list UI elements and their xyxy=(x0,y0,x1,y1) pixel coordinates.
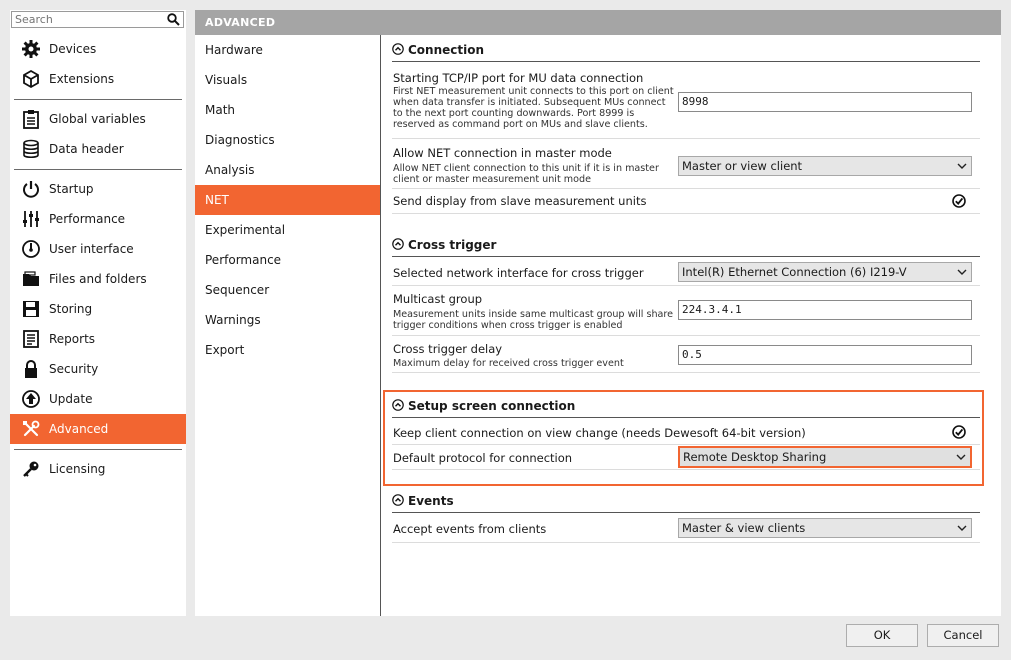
setting-label: Keep client connection on view change (needs Dewesoft 64-bit version) xyxy=(393,426,806,440)
subnav-item-experimental[interactable]: Experimental xyxy=(205,223,286,237)
setting-row-tcp-port xyxy=(392,65,980,139)
setting-description: reserved as command port on MUs and slave clients. xyxy=(393,119,648,130)
setting-description: First NET measurement unit connects to this port on client xyxy=(393,86,674,97)
setting-description: Measurement units inside same multicast group will share xyxy=(393,309,674,320)
sub-navigation xyxy=(195,35,381,616)
clipboard-list-icon xyxy=(21,109,41,129)
sidebar-item-label: Data header xyxy=(49,142,124,156)
sidebar-item-label: Advanced xyxy=(49,422,109,436)
database-icon xyxy=(21,139,41,159)
sidebar-item-label: Global variables xyxy=(49,112,146,126)
chevron-up-icon xyxy=(392,494,404,506)
setting-row-multicast-group xyxy=(392,286,980,336)
folder-icon xyxy=(21,269,41,289)
setting-description: to the next port counting downwards. Port 8999 is xyxy=(393,108,635,119)
setting-row-accept-events xyxy=(392,515,980,543)
network-interface-select[interactable] xyxy=(678,262,972,282)
chevron-up-icon xyxy=(392,238,404,250)
sidebar-item-security[interactable] xyxy=(10,354,186,384)
dial-icon xyxy=(21,239,41,259)
section-divider xyxy=(392,512,980,513)
subnav-item-visuals[interactable]: Visuals xyxy=(205,73,248,87)
chevron-down-icon xyxy=(957,523,967,533)
chevron-down-icon xyxy=(957,267,967,277)
setting-description: Allow NET client connection to this unit if it is in master xyxy=(393,163,659,174)
section-events-toggle[interactable] xyxy=(392,492,454,510)
setting-row-cross-trigger-delay xyxy=(392,336,980,373)
ok-button[interactable]: OK xyxy=(846,624,918,647)
update-icon xyxy=(21,389,41,409)
sidebar-item-global-variables[interactable] xyxy=(10,104,186,134)
sidebar-item-label: Security xyxy=(49,362,99,376)
subnav-item-hardware[interactable]: Hardware xyxy=(205,43,263,57)
section-divider xyxy=(392,417,980,418)
setting-label: Allow NET connection in master mode xyxy=(393,146,612,160)
sidebar-item-label: Performance xyxy=(49,212,126,226)
sidebar-nav xyxy=(10,34,186,484)
select-value: Master or view client xyxy=(682,159,803,173)
settings-sidebar xyxy=(10,10,186,616)
setting-description: trigger conditions when cross trigger is enabled xyxy=(393,320,623,331)
search-icon[interactable] xyxy=(167,13,180,26)
sidebar-item-files-and-folders[interactable] xyxy=(10,264,186,294)
setting-label: Multicast group xyxy=(393,292,483,306)
settings-content xyxy=(382,35,1001,616)
subnav-item-export[interactable]: Export xyxy=(205,343,245,357)
section-divider xyxy=(392,61,980,62)
sidebar-item-user-interface[interactable] xyxy=(10,234,186,264)
subnav-item-performance[interactable]: Performance xyxy=(205,253,282,267)
subnav-item-diagnostics[interactable]: Diagnostics xyxy=(205,133,275,147)
section-title: Events xyxy=(408,494,454,508)
search-box[interactable] xyxy=(11,11,184,28)
sliders-icon xyxy=(21,209,41,229)
subnav-item-net[interactable]: NET xyxy=(195,185,380,215)
sidebar-item-update[interactable] xyxy=(10,384,186,414)
setting-description: when data transfer is initiated. Subsequent MUs connect xyxy=(393,97,666,108)
section-connection-toggle[interactable] xyxy=(392,41,484,59)
section-title: Cross trigger xyxy=(408,238,497,252)
section-cross-trigger-toggle[interactable] xyxy=(392,236,496,254)
page-title: ADVANCED xyxy=(195,10,1001,35)
search-input[interactable] xyxy=(12,12,162,27)
divider xyxy=(10,164,186,174)
setting-label: Send display from slave measurement units xyxy=(393,194,647,208)
checkbox-checked-icon[interactable] xyxy=(952,194,966,208)
chevron-down-icon xyxy=(957,161,967,171)
chevron-up-icon xyxy=(392,43,404,55)
chevron-down-icon xyxy=(956,452,966,462)
sidebar-item-label: Storing xyxy=(49,302,93,316)
sidebar-item-label: Startup xyxy=(49,182,94,196)
select-value: Intel(R) Ethernet Connection (6) I219-V xyxy=(682,265,907,279)
lock-icon xyxy=(21,359,41,379)
chevron-up-icon xyxy=(392,399,404,411)
sidebar-item-reports[interactable] xyxy=(10,324,186,354)
divider xyxy=(10,444,186,454)
cross-trigger-delay-input[interactable]: 0.5 xyxy=(678,345,972,365)
setting-label: Starting TCP/IP port for MU data connection xyxy=(393,71,644,85)
sidebar-item-label: Files and folders xyxy=(49,272,147,286)
report-icon xyxy=(21,329,41,349)
setting-row-network-interface xyxy=(392,259,980,286)
setting-description: Maximum delay for received cross trigger event xyxy=(393,358,624,369)
setting-label: Cross trigger delay xyxy=(393,342,503,356)
key-icon xyxy=(21,459,41,479)
accept-events-select[interactable] xyxy=(678,518,972,538)
sidebar-item-licensing[interactable] xyxy=(10,454,186,484)
setting-row-default-protocol xyxy=(392,445,980,470)
sidebar-item-startup[interactable] xyxy=(10,174,186,204)
sidebar-item-label: Reports xyxy=(49,332,96,346)
divider xyxy=(10,94,186,104)
settings-panel xyxy=(195,10,1001,616)
subnav-item-warnings[interactable]: Warnings xyxy=(205,313,261,327)
sidebar-item-label: Devices xyxy=(49,42,97,56)
master-mode-select[interactable] xyxy=(678,156,972,176)
section-divider xyxy=(392,256,980,257)
select-value: Master & view clients xyxy=(682,521,806,535)
setting-row-keep-connection xyxy=(392,420,980,445)
cube-icon xyxy=(21,69,41,89)
setting-label: Default protocol for connection xyxy=(393,451,573,465)
tcp-port-input[interactable]: 8998 xyxy=(678,92,972,112)
tools-icon xyxy=(21,419,41,439)
subnav-item-sequencer[interactable]: Sequencer xyxy=(205,283,270,297)
cancel-button[interactable]: Cancel xyxy=(927,624,999,647)
sidebar-item-label: User interface xyxy=(49,242,134,256)
setting-description: client or master measurement unit mode xyxy=(393,174,591,185)
save-icon xyxy=(21,299,41,319)
sidebar-item-extensions[interactable] xyxy=(10,64,186,94)
sidebar-item-advanced[interactable] xyxy=(10,414,186,444)
sidebar-item-data-header[interactable] xyxy=(10,134,186,164)
section-setup-screen-toggle[interactable] xyxy=(392,397,575,415)
setting-label: Accept events from clients xyxy=(393,522,547,536)
setting-row-send-display xyxy=(392,189,980,214)
checkbox-checked-icon[interactable] xyxy=(952,425,966,439)
default-protocol-select[interactable] xyxy=(678,446,972,468)
sidebar-item-label: Extensions xyxy=(49,72,115,86)
sidebar-item-devices[interactable] xyxy=(10,34,186,64)
sidebar-item-storing[interactable] xyxy=(10,294,186,324)
subnav-item-analysis[interactable]: Analysis xyxy=(205,163,255,177)
subnav-item-math[interactable]: Math xyxy=(205,103,236,117)
section-title: Setup screen connection xyxy=(408,399,576,413)
section-title: Connection xyxy=(408,43,485,57)
sidebar-item-label: Update xyxy=(49,392,93,406)
gear-icon xyxy=(21,39,41,59)
multicast-group-input[interactable]: 224.3.4.1 xyxy=(678,300,972,320)
setting-row-master-mode xyxy=(392,139,980,189)
sidebar-item-label: Licensing xyxy=(49,462,106,476)
setting-label: Selected network interface for cross trigger xyxy=(393,266,644,280)
power-icon xyxy=(21,179,41,199)
select-value: Remote Desktop Sharing xyxy=(683,450,827,464)
sidebar-item-performance[interactable] xyxy=(10,204,186,234)
